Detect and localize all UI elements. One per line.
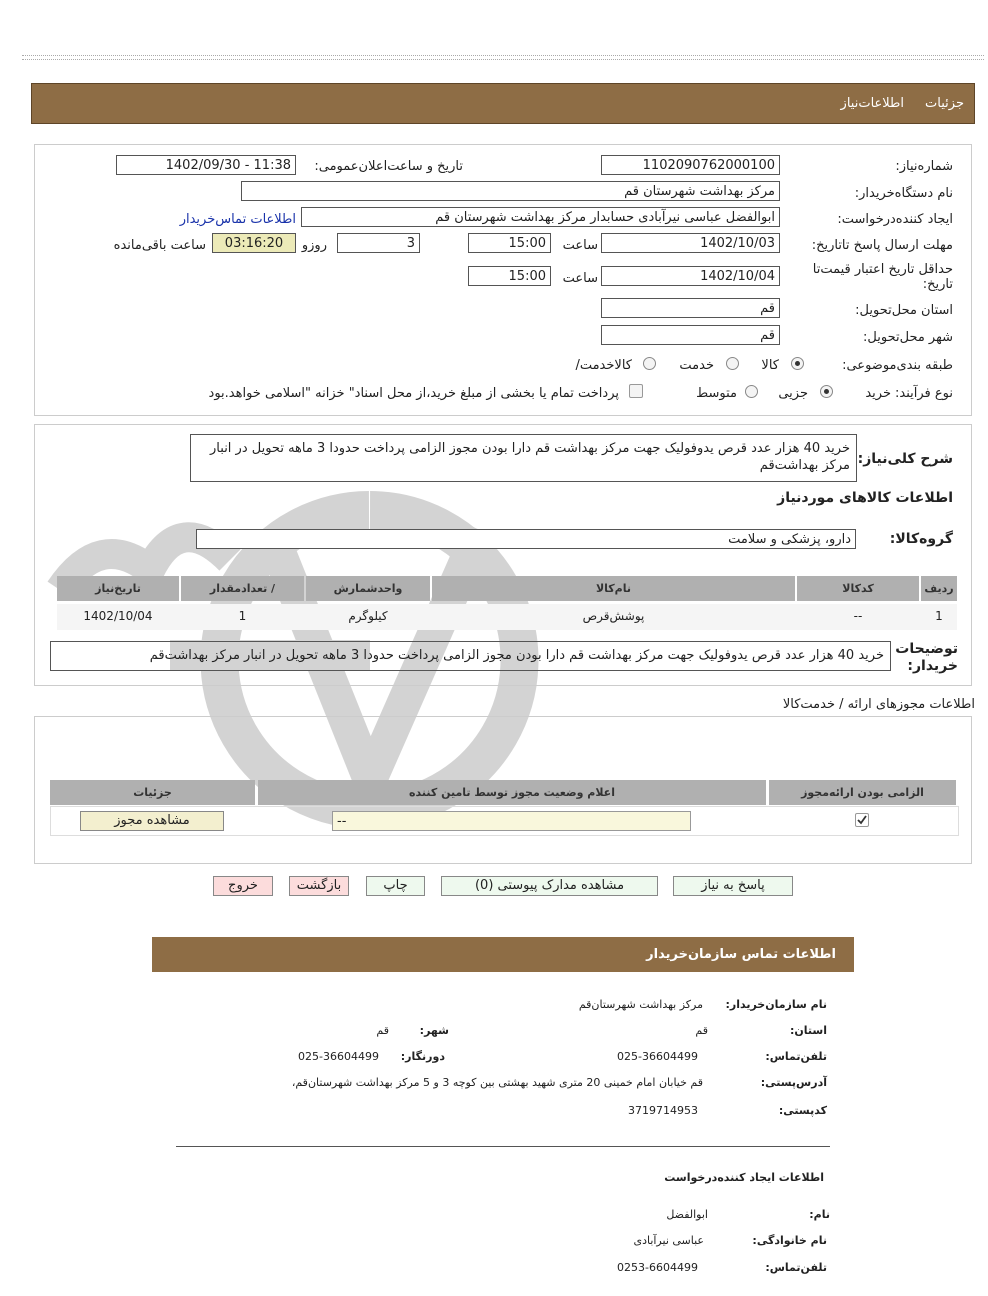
contact-province-value: قم: [695, 1024, 708, 1037]
contact-city-label: شهر:: [419, 1024, 449, 1037]
requester-name-value: ابوالفضل: [666, 1208, 708, 1221]
contact-phone-value: 025-36604499: [617, 1050, 698, 1063]
permits-header-details: جزئیات: [50, 780, 255, 805]
contact-header-title: اطلاعات تماس سازمان‌خریدار: [646, 947, 836, 962]
permit-required-checkbox[interactable]: [855, 813, 869, 827]
contact-address-value: قم خیابان امام خمینی 20 متری شهید بهشتی بین کوچه 3 و 5 مرکز بهداشت شهرستان‌قم،: [291, 1076, 703, 1089]
need-summary-box: خرید 40 هزار عدد قرص یدوفولیک جهت مرکز بهداشت قم دارا بودن مجوز الزامی پرداخت حدودا 3 ماهه تحویل در انبار مرکز بهداشت‌قم: [190, 434, 857, 482]
validity-time-label: ساعت: [562, 271, 598, 286]
contact-divider: [176, 1146, 830, 1147]
requester-family-label: نام خانوادگی:: [752, 1234, 827, 1247]
contact-header-bar: [152, 937, 854, 972]
requester-name-label: نام:: [809, 1208, 830, 1221]
print-button[interactable]: چاپ: [366, 876, 425, 896]
remaining-time-field: 03:16:20: [212, 233, 296, 253]
contact-address-label: آدرس‌پستی:: [760, 1076, 827, 1089]
permit-status-field: --: [332, 811, 691, 831]
table-header-date: تاریخ‌نیاز: [57, 576, 179, 601]
province-field: قم: [601, 298, 780, 318]
contact-buyer-link[interactable]: اطلاعات تماس‌خریدار: [179, 212, 296, 227]
days-field: 3: [337, 233, 420, 253]
reply-button[interactable]: پاسخ به نیاز: [673, 876, 793, 896]
city-field: قم: [601, 325, 780, 345]
days-label: روزو: [301, 238, 327, 253]
contact-org-value: مرکز بهداشت شهرستان‌قم: [578, 998, 703, 1011]
contact-fax-label: دورنگار:: [400, 1050, 445, 1063]
breadcrumb-need-info[interactable]: اطلاعات‌نیاز: [840, 96, 904, 111]
remaining-label: ساعت باقی‌مانده: [113, 238, 206, 253]
category-goods-text: کالا: [761, 358, 779, 373]
deadline-time-label: ساعت: [562, 238, 598, 253]
table-header-row-number: ردیف: [921, 576, 957, 601]
cell-code: --: [853, 609, 863, 623]
process-label: نوع فرآیند:: [895, 386, 953, 401]
treasury-note-text: پرداخت تمام یا بخشی از مبلغ خرید،از محل اسناد" خزانه "اسلامی خواهد.بود: [208, 386, 619, 401]
category-goods-service-text: کالا‌خدمت/: [575, 358, 632, 373]
exit-button[interactable]: خروج: [213, 876, 273, 896]
validity-time-field: 15:00: [468, 266, 551, 286]
cell-row-number: 1: [935, 609, 943, 623]
validity-date-field: 1402/10/04: [601, 266, 780, 286]
requester-family-value: عباسی نیرآبادی: [633, 1234, 704, 1247]
process-medium-radio[interactable]: [745, 385, 758, 398]
validity-label: حداقل تاریخ اعتبار قیمت‌تا تاریخ:: [812, 262, 953, 292]
table-header-name: نام‌کالا: [432, 576, 795, 601]
buyer-org-label: نام دستگاه‌خریدار:: [854, 186, 953, 201]
contact-org-label: نام سازمان‌خریدار:: [725, 998, 827, 1011]
table-row: [57, 604, 957, 630]
process-buy-text: خرید: [865, 386, 891, 401]
contact-city-value: قم: [376, 1024, 389, 1037]
treasury-checkbox[interactable]: [629, 384, 643, 398]
category-goods-service-radio[interactable]: [643, 357, 656, 370]
deadline-date-field: 1402/10/03: [601, 233, 780, 253]
contact-fax-value: 025-36604499: [298, 1050, 379, 1063]
announce-field: 1402/09/30 - 11:38: [116, 155, 296, 175]
process-minor-radio[interactable]: [820, 385, 833, 398]
goods-info-title: اطلاعات کالاهای مورد‌نیاز: [777, 490, 953, 506]
cell-date: 1402/10/04: [83, 609, 153, 623]
table-header-unit: واحد‌شمارش: [306, 576, 430, 601]
category-service-text: خدمت: [679, 358, 714, 373]
city-label: شهر محل‌تحویل:: [863, 330, 953, 345]
buyer-notes-label: توضیحات خریدار:: [895, 641, 958, 674]
contact-postal-label: کد‌پستی:: [778, 1104, 827, 1117]
contact-postal-value: 3719714953: [628, 1104, 698, 1117]
process-minor-text: جزیی: [778, 386, 808, 401]
need-summary-label: شرح کلی‌نیاز:: [857, 451, 953, 467]
back-button[interactable]: بازگشت: [289, 876, 349, 896]
cell-quantity: 1: [238, 609, 247, 623]
permits-header-required: الزامی بودن ارائه‌مجوز: [769, 780, 956, 805]
announce-label: تاریخ و ساعت‌اعلان‌عمومی:: [314, 159, 463, 174]
top-dotted-rule: [22, 55, 984, 60]
requester-phone-value: 0253-6604499: [617, 1261, 698, 1274]
deadline-label: مهلت ارسال پاسخ تا‌تاریخ:: [811, 238, 953, 253]
table-header-code: کدکالا: [797, 576, 919, 601]
contact-province-label: استان:: [790, 1024, 827, 1037]
permits-header-status: اعلام وضعیت مجوز توسط تامین کننده: [258, 780, 766, 805]
table-header-quantity: تعداد‌مقدار /: [181, 576, 304, 601]
buyer-notes-box: خرید 40 هزار عدد قرص یدوفولیک جهت مرکز بهداشت قم دارا بودن مجوز الزامی پرداخت حدودا 3 ماهه تحویل در انبار مرکز بهداشت‌قم: [50, 641, 891, 671]
category-label: طبقه بندی‌موضوعی:: [842, 358, 953, 373]
cell-unit: کیلوگرم: [348, 609, 388, 623]
category-service-radio[interactable]: [726, 357, 739, 370]
requester-title: اطلاعات ایجاد کننده‌درخواست: [664, 1171, 824, 1184]
attachments-button[interactable]: مشاهده مدارک پیوستی (0): [441, 876, 658, 896]
goods-group-field: دارو، پزشکی و سلامت: [196, 529, 856, 549]
breadcrumb-details[interactable]: جزئيات: [925, 96, 964, 111]
page-header-bar: [31, 83, 975, 124]
contact-phone-label: تلفن‌تماس:: [765, 1050, 827, 1063]
creator-field: ابوالفضل عباسی نیرآبادی حسابدار مرکز بهداشت شهرستان قم: [301, 207, 780, 227]
category-goods-radio[interactable]: [791, 357, 804, 370]
province-label: استان محل‌تحویل:: [855, 303, 953, 318]
need-number-field: 1102090762000100: [601, 155, 780, 175]
cell-name: پوشش‌قرص: [582, 609, 645, 623]
need-number-label: شماره‌نیاز:: [895, 159, 953, 174]
process-medium-text: متوسط: [696, 386, 737, 401]
buyer-org-field: مرکز بهداشت شهرستان قم: [241, 181, 780, 201]
view-permit-button[interactable]: مشاهده مجوز: [80, 811, 224, 831]
requester-phone-label: تلفن‌تماس:: [765, 1261, 827, 1274]
goods-group-label: گروه‌کالا:: [889, 531, 953, 547]
permits-title: اطلاعات مجوزهای ارائه / خدمت‌کالا: [782, 697, 975, 712]
deadline-time-field: 15:00: [468, 233, 551, 253]
creator-label: ایجاد کننده‌درخواست:: [837, 212, 953, 227]
